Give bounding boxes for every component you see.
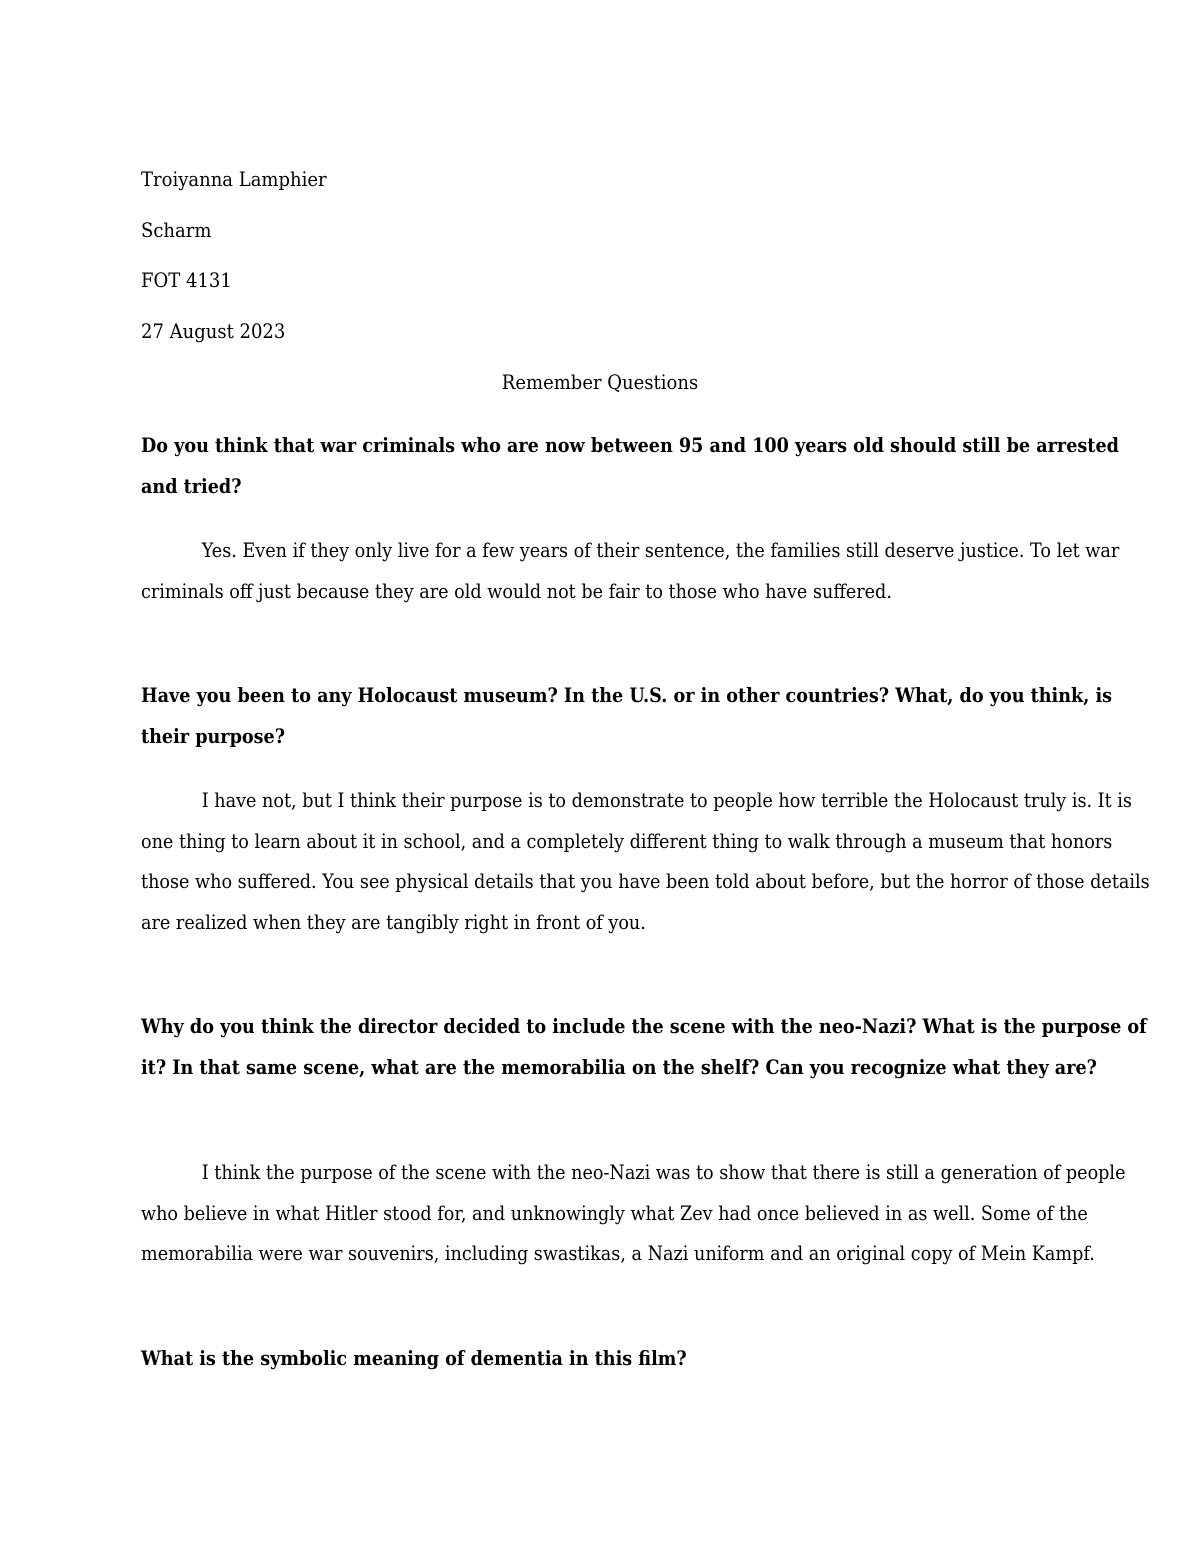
answer-1: Yes. Even if they only live for a few years of their sentence, the families still deserve justice. To let war criminals off just because they are old would not be fair to those who have suffered. [141, 538, 1120, 603]
answer-3: I think the purpose of the scene with the neo-Nazi was to show that there is still a generation of people who believe in what Hitler stood for, and unknowingly what Zev had once believed in as well. Some of the memorabilia were war souvenirs, including swastikas, a Nazi uniform and an original copy of Mein Kampf. [141, 1160, 1126, 1265]
document-date: 27 August 2023 [141, 319, 286, 343]
question-2: Have you been to any Holocaust museum? In the U.S. or in other countries? What, do you think, is their purpose? [141, 683, 1113, 748]
course-code: FOT 4131 [141, 268, 232, 292]
question-3: Why do you think the director decided to include the scene with the neo-Nazi? What is the purpose of it? In that same scene, what are the memorabilia on the shelf? Can you recognize what they are? [141, 1014, 1147, 1079]
question-4: What is the symbolic meaning of dementia in this film? [141, 1346, 687, 1370]
answer-2: I have not, but I think their purpose is to demonstrate to people how terrible the Holocaust truly is. It is one thing to learn about it in school, and a completely different thing to walk through a museum that honors those who suffered. You see physical details that you have been told about before, but the horror of those details are realized when they are tangibly right in front of you. [141, 788, 1150, 934]
question-1: Do you think that war criminals who are now between 95 and 100 years old should still be arrested and tried? [141, 433, 1119, 498]
student-name: Troiyanna Lamphier [141, 167, 327, 191]
instructor-name: Scharm [141, 218, 212, 242]
document-title: Remember Questions [501, 370, 699, 394]
